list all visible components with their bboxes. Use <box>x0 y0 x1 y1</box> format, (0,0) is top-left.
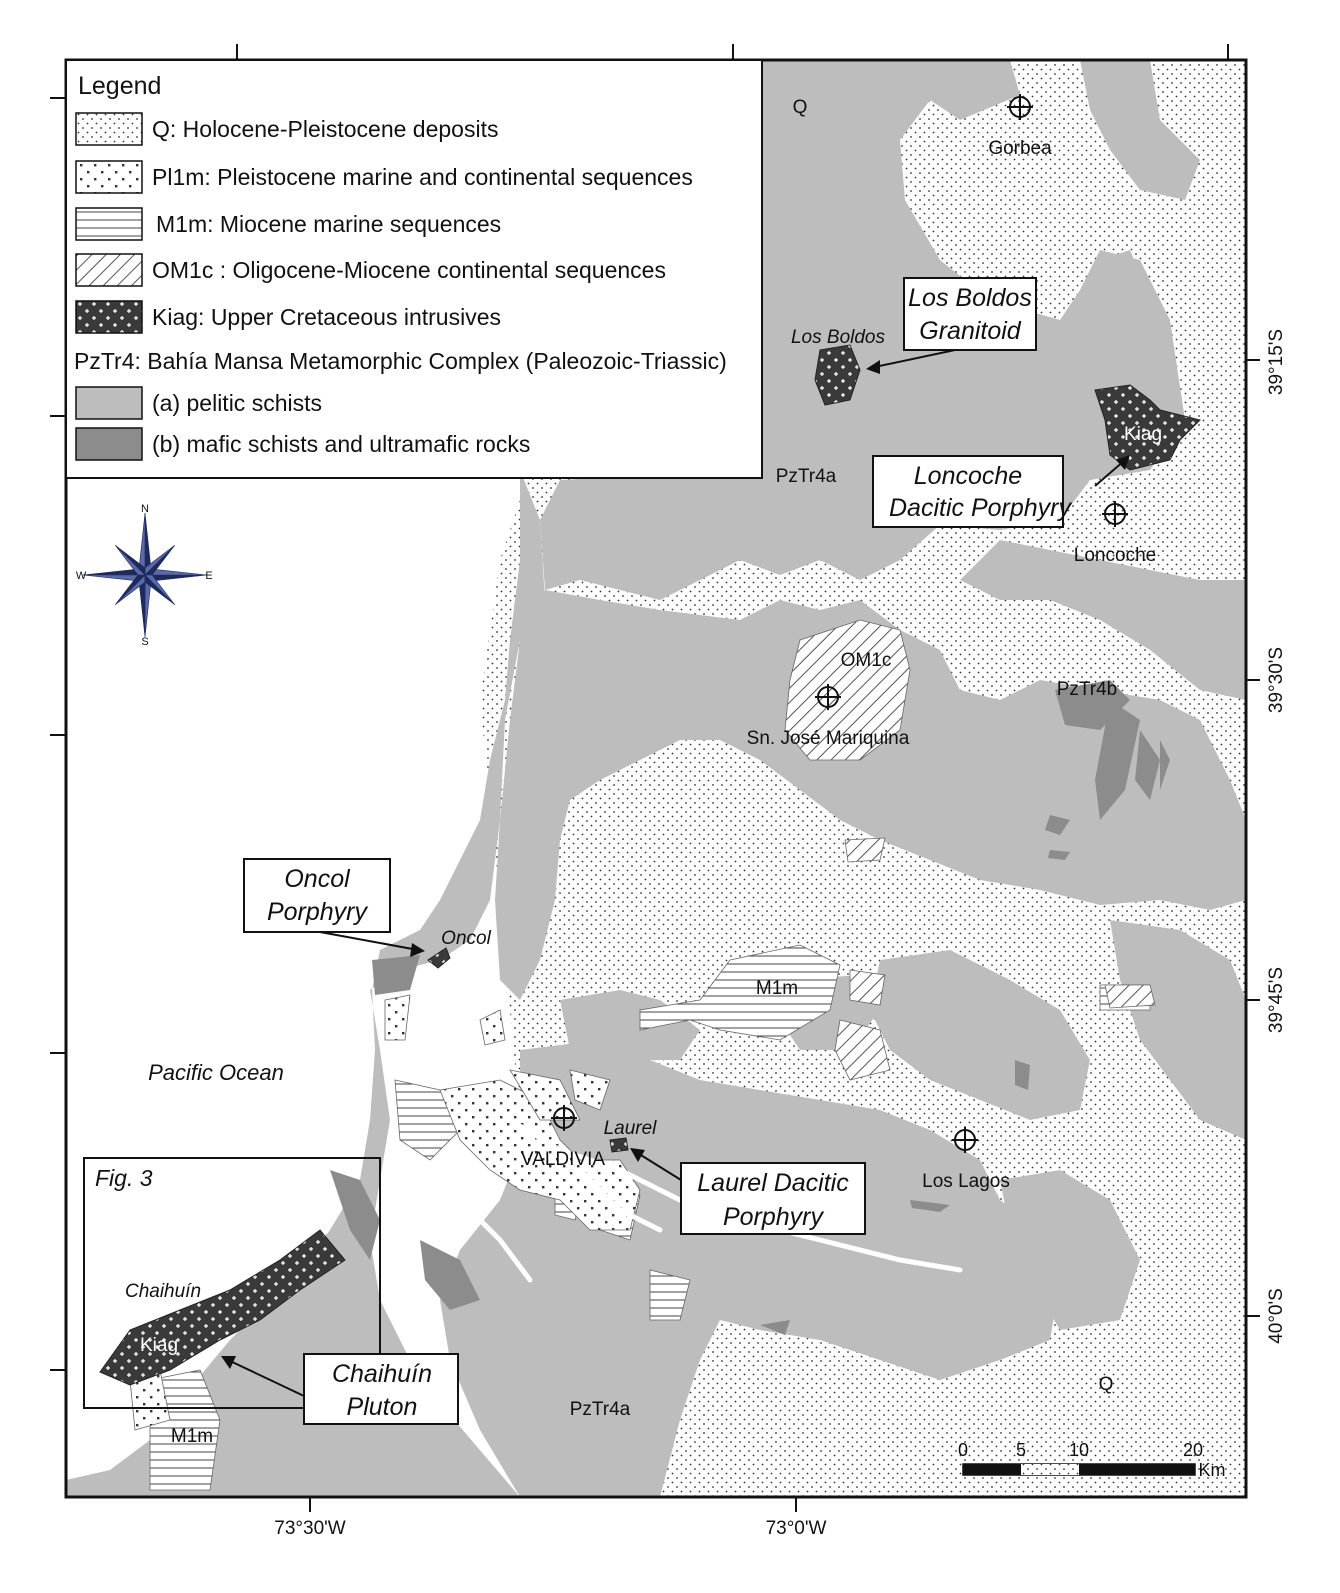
scale-tick-5: 5 <box>1015 1440 1027 1460</box>
legend-item-m1m: M1m: Miocene marine sequences <box>156 211 502 237</box>
lat-label-39-45: 39°45'S <box>1266 966 1287 1034</box>
unit-label-q-north: Q <box>792 97 808 118</box>
compass-w: W <box>75 570 87 582</box>
town-label-loncoche: Loncoche <box>1073 545 1157 566</box>
legend-item-pelitic: (a) pelitic schists <box>152 390 322 416</box>
unit-label-pztr4a-south: PzTr4a <box>569 1399 631 1420</box>
legend-group-pztr4: PzTr4: Bahía Mansa Metamorphic Complex (Paleozoic-Triassic) <box>74 348 727 374</box>
town-label-gorbea: Gorbea <box>988 138 1052 159</box>
unit-label-om1c: OM1c <box>840 650 892 671</box>
compass-n: N <box>141 503 149 515</box>
callout-oncol-line1: Oncol <box>284 865 350 893</box>
place-label-oncol: Oncol <box>441 928 491 949</box>
lat-label-40-0: 40°0'S <box>1266 1288 1287 1344</box>
place-label-los-boldos: Los Boldos <box>790 327 886 348</box>
scale-tick-10: 10 <box>1068 1440 1090 1460</box>
legend-swatch-mafic <box>76 428 142 460</box>
legend-item-pl1m: Pl1m: Pleistocene marine and continental sequences <box>152 164 693 190</box>
lat-label-39-30: 39°30'S <box>1266 646 1287 714</box>
callout-loncoche-line1: Loncoche <box>913 462 1023 490</box>
callout-laurel-line1: Laurel Dacitic <box>697 1169 849 1197</box>
legend-item-mafic: (b) mafic schists and ultramafic rocks <box>152 431 531 457</box>
lon-label-73-30: 73°30'W <box>274 1518 346 1539</box>
callout-oncol-line2: Porphyry <box>266 898 368 926</box>
callout-chaihuin-line2: Pluton <box>346 1393 418 1421</box>
place-label-pacific: Pacific Ocean <box>148 1060 284 1085</box>
fig3-label: Fig. 3 <box>95 1165 153 1191</box>
compass-e: E <box>205 570 213 582</box>
unit-label-pztr4a-north: PzTr4a <box>775 466 837 487</box>
lat-label-39-15: 39°15'S <box>1266 328 1287 396</box>
scale-tick-0: 0 <box>957 1440 969 1460</box>
legend-swatch-pl1m <box>76 161 142 193</box>
town-label-los-lagos: Los Lagos <box>922 1171 1010 1192</box>
legend-swatch-m1m <box>76 208 142 240</box>
callout-los-boldos-line2: Granitoid <box>919 317 1021 345</box>
unit-label-q-south: Q <box>1098 1374 1114 1395</box>
scale-tick-20: 20 <box>1182 1440 1204 1460</box>
unit-label-m1m-south: M1m <box>170 1426 214 1447</box>
compass-s: S <box>141 636 149 648</box>
callout-loncoche-line2: Dacitic Porphyry <box>889 494 1071 522</box>
lon-label-73-0: 73°0'W <box>765 1518 827 1539</box>
town-label-sn-jose: Sn. José Mariquina <box>746 728 910 749</box>
unit-label-kiag-loncoche: Kiag <box>1123 424 1163 445</box>
callout-laurel-line2: Porphyry <box>722 1203 824 1231</box>
unit-label-kiag-chaihuin: Kiag <box>139 1335 179 1356</box>
legend <box>66 60 762 478</box>
place-label-laurel: Laurel <box>603 1118 657 1139</box>
callout-los-boldos-line1: Los Boldos <box>908 284 1032 312</box>
laurel-intrusive <box>610 1138 628 1152</box>
legend-swatch-kiag <box>76 301 142 333</box>
legend-item-q: Q: Holocene-Pleistocene deposits <box>152 116 499 142</box>
legend-title: Legend <box>78 72 162 100</box>
legend-item-om1c: OM1c : Oligocene-Miocene continental sequences <box>152 257 666 283</box>
legend-swatch-q <box>76 113 142 145</box>
legend-swatch-om1c <box>76 254 142 286</box>
callout-chaihuin-line1: Chaihuín <box>331 1360 433 1388</box>
town-label-valdivia: VALDIVIA <box>520 1149 606 1170</box>
scale-unit: Km <box>1198 1460 1226 1480</box>
legend-item-kiag: Kiag: Upper Cretaceous intrusives <box>152 304 501 330</box>
legend-swatch-pelitic <box>76 387 142 419</box>
place-label-chaihuin: Chaihuín <box>124 1281 202 1302</box>
unit-label-pztr4b: PzTr4b <box>1056 679 1118 700</box>
unit-label-m1m-center: M1m <box>755 978 799 999</box>
